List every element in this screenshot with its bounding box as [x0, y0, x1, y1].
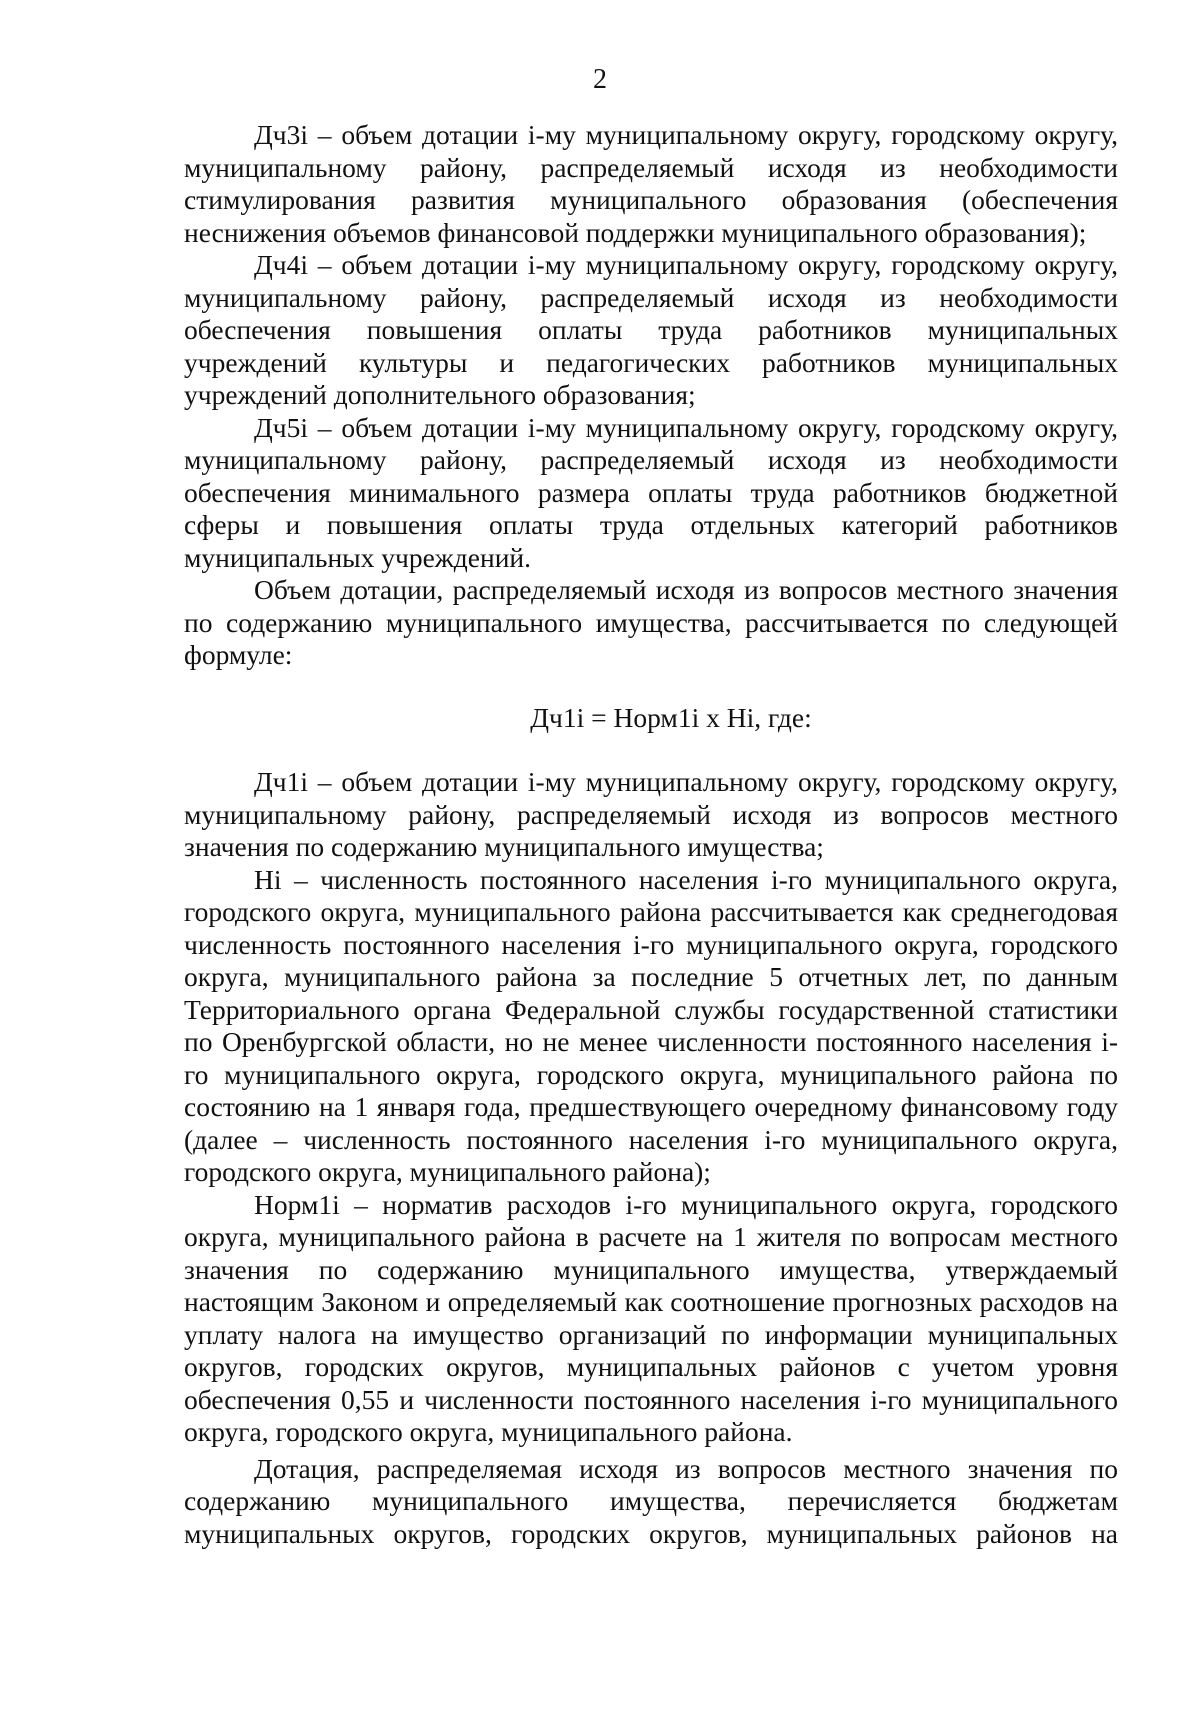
paragraph-subsidy-volume-intro: Объем дотации, распределяемый исходя из вопросов местного значения по содержанию муниципального имущества, рассчитывается по следующей формуле:: [184, 574, 1118, 670]
paragraph-dch4i-definition: Дч4i – объем дотации i-му муниципальному округу, городскому округу, муниципальному району, распределяемый исходя из необходимости обеспечения повышения оплаты труда работников муниципальных учреждений культуры и педагогических работников муниципальных учреждений дополнительного образования;: [184, 249, 1118, 410]
document-body: [184, 119, 1118, 1550]
paragraph-dch5i-definition: Дч5i – объем дотации i-му муниципальному округу, городскому округу, муниципальному району, распределяемый исходя из необходимости обеспечения минимального размера оплаты труда работников бюджетной сферы и повышения оплаты труда отдельных категорий работников муниципальных учреждений.: [184, 411, 1118, 573]
paragraph-dch3i-definition: Дч3i – объем дотации i-му муниципальному округу, городскому округу, муниципальному району, распределяемый исходя из необходимости стимулирования развития муниципального образования (обеспечения неснижения объемов финансовой поддержки муниципального образования);: [184, 119, 1118, 248]
paragraph-norm1i-definition: Норм1i – норматив расходов i-го муниципального округа, городского округа, муниципального района в расчете на 1 жителя по вопросам местного значения по содержанию муниципального имущества, утверждаемый настоящим Законом и определяемый как соотношение прогнозных расходов на уплату налога на имущество организаций по информации муниципальных округов, городских округов, муниципальных районов с учетом уровня обеспечения 0,55 и численности постоянного населения i-го муниципального округа, городского округа, муниципального района.: [184, 1188, 1118, 1447]
paragraph-ni-definition: Нi – численность постоянного населения i-го муниципального округа, городского округа, муниципального района рассчитывается как среднегодовая численность постоянного населения i-го муниципального округа, городского округа, муниципального района за последние 5 отчетных лет, по данным Территориального органа Федеральной службы государственной статистики по Оренбургской области, но не менее численности постоянного населения i-го муниципального округа, городского округа, муниципального района по состоянию на 1 января года, предшествующего очередному финансовому году (далее – численность постоянного населения i-го муниципального округа, городского округа, муниципального района);: [184, 863, 1118, 1187]
page-number: 2: [593, 64, 607, 95]
paragraph-subsidy-transfer: Дотация, распределяемая исходя из вопросов местного значения по содержанию муниципального имущества, перечисляется бюджетам муниципальных округов, городских округов, муниципальных районов на: [184, 1452, 1118, 1549]
formula-dch1i: Дч1i = Норм1i х Нi, где:: [530, 701, 812, 733]
paragraph-dch1i-definition: Дч1i – объем дотации i-му муниципальному округу, городскому округу, муниципальному району, распределяемый исходя из вопросов местного значения по содержанию муниципального имущества;: [184, 766, 1118, 862]
